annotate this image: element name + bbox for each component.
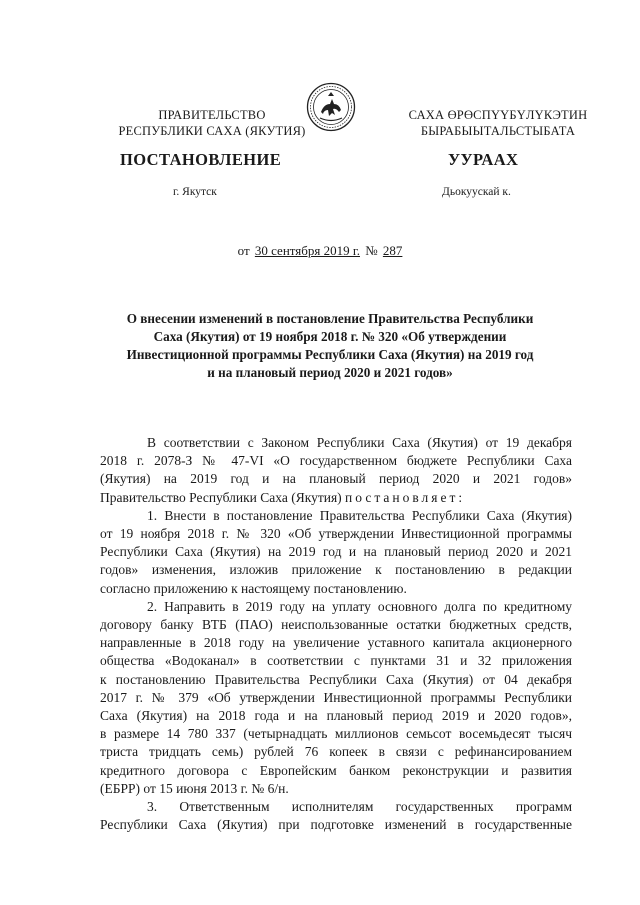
- header-right: [378, 107, 618, 139]
- header-left-line-1: ПРАВИТЕЛЬСТВО: [158, 108, 266, 122]
- title-postanovlenie: ПОСТАНОВЛЕНИЕ: [120, 150, 282, 169]
- body-line: от 19 ноября 2018 г. № 320 «Об утверждении Инвестиционной программы: [100, 526, 572, 542]
- body-line: Саха (Якутия) на 2018 года и на плановый период 2019 и 2020 годов»,: [100, 708, 572, 724]
- header-left-line-2: РЕСПУБЛИКИ САХА (ЯКУТИЯ): [118, 124, 306, 138]
- body-line: 2. Направить в 2019 году на уплату основного долга по кредитному: [147, 598, 572, 614]
- body-line: договору банку ВТБ (ПАО) неиспользованные остатки бюджетных средств,: [100, 617, 572, 633]
- subject-line: О внесении изменений в постановление Правительства Республики: [126, 311, 534, 326]
- body-line: Республики Саха (Якутия) при подготовке изменений в государственные: [100, 817, 572, 833]
- body-line: общества «Водоканал» в соответствии с пунктами 31 и 32 приложения: [100, 653, 572, 669]
- body-line: (ЕБРР) от 15 июня 2013 г. № 6/н.: [100, 780, 289, 796]
- city-yakutsk: г. Якутск: [173, 186, 217, 198]
- body-line: 2018 г. 2078-З № 47-VI «О государственном бюджете Республики Саха: [100, 453, 572, 469]
- body-line: триста тридцать семь) рублей 76 копеек в связи с рефинансированием: [100, 744, 572, 760]
- resolve-word: постановляет:: [345, 489, 466, 505]
- body-line: [100, 489, 572, 507]
- body-line: 2017 г. № 379 «Об утверждении Инвестиционной программы Республики: [100, 689, 572, 705]
- body-line: Республики Саха (Якутия) на 2019 год и на плановый период 2020 и 2021: [100, 544, 572, 560]
- document-date-number: [0, 243, 640, 259]
- header-right-line-1: САХА ӨРӨСПҮҮБҮЛҮКЭТИН: [408, 108, 588, 122]
- subject-line: и на плановый период 2020 и 2021 годов»: [207, 365, 453, 380]
- date-prefix: от: [237, 243, 250, 258]
- body-line: кредитного договора с Европейским банком реконструкции и развития: [100, 762, 572, 778]
- body-line: (Якутия) на 2019 год и на плановый период 2020 и 2021 годов»: [100, 471, 572, 487]
- body-line: согласно приложению к настоящему постановлению.: [100, 580, 407, 596]
- body-line: 1. Внести в постановление Правительства Республики Саха (Якутия): [147, 507, 572, 523]
- body-line: В соответствии с Законом Республики Саха (Якутия) от 19 декабря: [147, 435, 572, 450]
- title-uuraakh: УУРААХ: [448, 150, 519, 169]
- subject-line: Инвестиционной программы Республики Саха (Якутия) на 2019 год: [126, 347, 534, 362]
- body-line: в размере 14 780 337 (четырнадцать миллионов семьсот восемьдесят тысяч: [100, 726, 572, 742]
- body-line: к постановлению Правительства Республики Саха (Якутия) от 04 декабря: [100, 671, 572, 687]
- body-text: Правительство Республики Саха (Якутия): [100, 489, 342, 505]
- header-left: [92, 107, 332, 139]
- body-line: 3. Ответственным исполнителям государственных программ: [147, 799, 572, 815]
- header-right-line-2: БЫРАБЫЫТАЛЬСТЫБАТА: [420, 124, 576, 138]
- city-dyokuuskai: Дьокуускай к.: [442, 186, 511, 198]
- coat-of-arms-icon: [306, 82, 356, 132]
- body-line: годов» изменения, изложив приложение к постановлению в редакции: [100, 562, 572, 578]
- document-number: 287: [382, 243, 403, 258]
- document-subject: [100, 310, 560, 382]
- body-line: направленные в 2018 году на увеличение уставного капитала акционерного: [100, 635, 572, 651]
- number-sign: №: [365, 243, 378, 258]
- subject-line: Саха (Якутия) от 19 ноября 2018 г. № 320 «Об утверждении: [153, 329, 507, 344]
- document-date: 30 сентября 2019 г.: [254, 243, 360, 258]
- document-body: [100, 434, 572, 834]
